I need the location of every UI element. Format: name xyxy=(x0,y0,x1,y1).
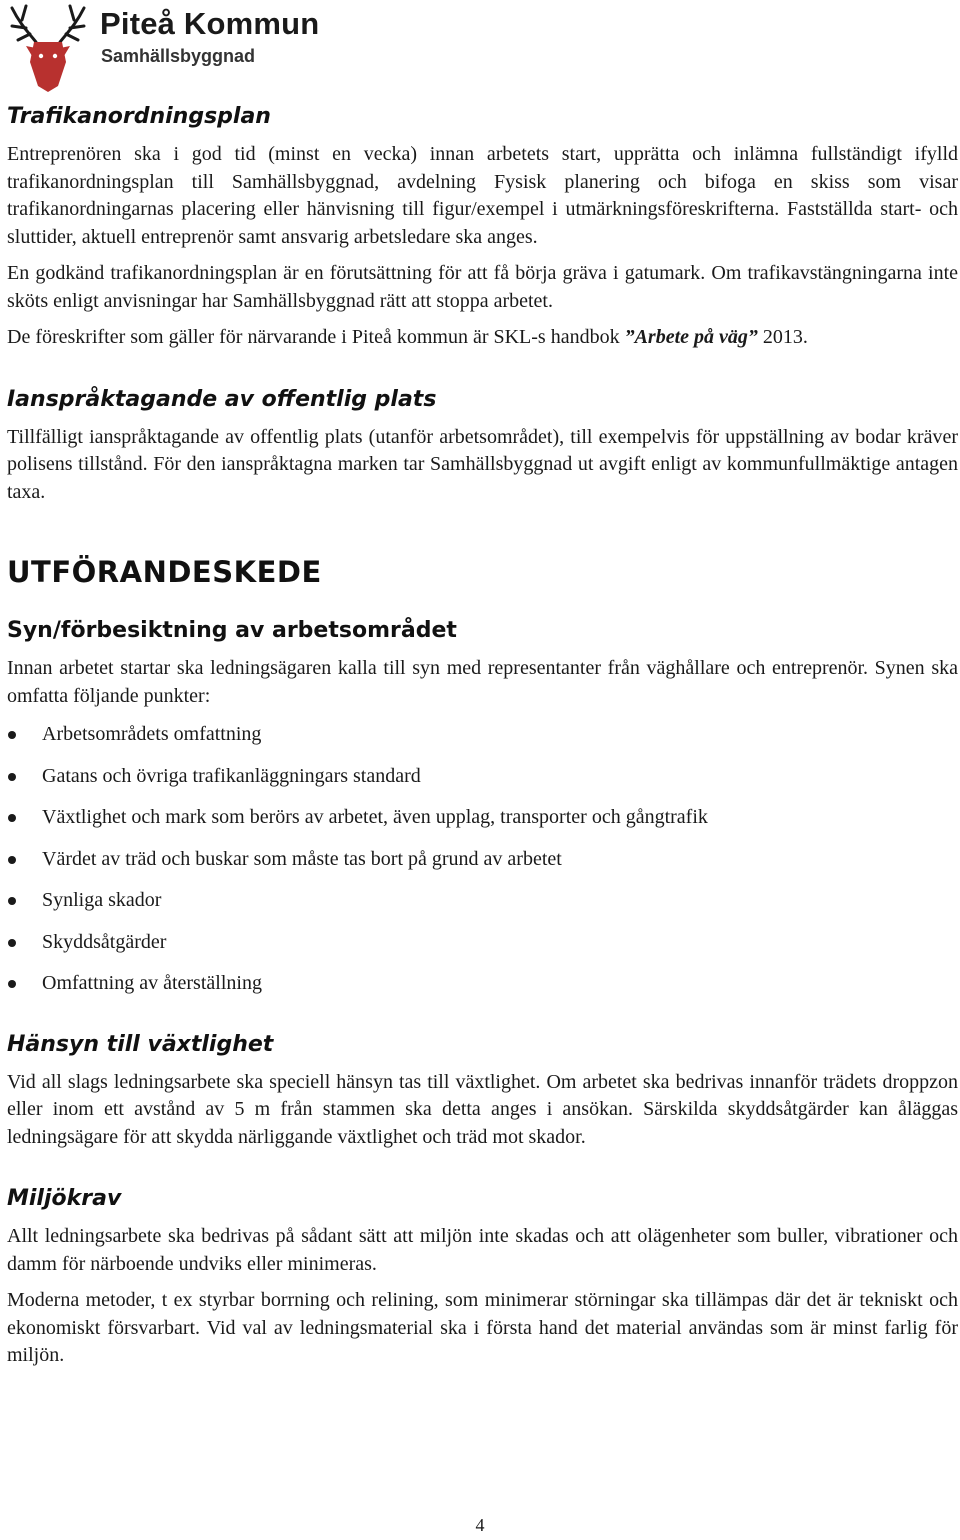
bullet-icon xyxy=(8,856,16,864)
bullet-icon xyxy=(8,773,16,781)
list-item-text: Arbetsområdets omfattning xyxy=(42,723,262,745)
list-item-text: Synliga skador xyxy=(42,889,162,911)
paragraph: En godkänd trafikanordningsplan är en förutsättning för att få börja gräva i gatumark. Om trafikavstängningarna inte sköts enligt anvisningar har Samhällsbyggnad rätt att stoppa arbetet. xyxy=(7,262,958,312)
heading-miljokrav: Miljökrav xyxy=(7,1186,122,1211)
heading-syn: Syn/förbesiktning av arbetsområdet xyxy=(7,618,457,643)
brand-subtitle: Samhällsbyggnad xyxy=(101,46,256,66)
list-item xyxy=(7,763,958,805)
handbook-title: ”Arbete på väg” xyxy=(624,326,758,348)
bullet-icon xyxy=(8,731,16,739)
header xyxy=(6,2,346,94)
list-item-text: Värdet av träd och buskar som måste tas bort på grund av arbetet xyxy=(42,847,562,870)
bullet-icon xyxy=(8,939,16,947)
bullet-icon xyxy=(8,814,16,822)
list-item-text: Växtlighet och mark som berörs av arbetet, även upplag, transporter och gångtrafik xyxy=(42,806,708,828)
text-run: 2013. xyxy=(757,326,808,348)
list-item xyxy=(7,929,958,971)
paragraph xyxy=(7,324,958,352)
list-item xyxy=(7,804,958,846)
list-item xyxy=(7,887,958,929)
paragraph: Innan arbetet startar ska ledningsägaren kalla till syn med representanter från väghållare och entreprenör. Synen ska omfatta följande punkter: xyxy=(7,657,958,707)
paragraph: Entreprenören ska i god tid (minst en vecka) innan arbetets start, upprätta och inlämna fullständigt ifylld trafikanordningsplan till Samhällsbyggnad, avdelning Fysisk planering och bifoga en skiss som visar trafikanordningarnas placering eller hänvisning till figur/exempel i utmärkningsföreskrifterna. Fastställda start- och sluttider, aktuell entreprenör samt ansvarig arbetsledare ska anges. xyxy=(7,143,958,248)
list-item-text: Omfattning av återställning xyxy=(42,972,262,994)
heading-utforandeskede: UTFÖRANDESKEDE xyxy=(7,555,322,589)
paragraph: Vid all slags ledningsarbete ska speciell hänsyn tas till växtlighet. Om arbetet ska bedrivas innanför trädets droppzon eller inom ett avstånd av 5 m från stammen ska detta anges i ansökan. Särskilda skyddsåtgärder kan åläggas ledningsägare för att skydda närliggande växtlighet och träd mot skador. xyxy=(7,1070,958,1148)
brand-name: Piteå Kommun xyxy=(100,6,320,41)
list-item xyxy=(7,970,958,1012)
text-run: De föreskrifter som gäller för närvarande i Piteå kommun är SKL-s handbok xyxy=(7,326,625,348)
heading-hansyn: Hänsyn till växtlighet xyxy=(7,1031,274,1057)
reindeer-head-icon xyxy=(6,2,90,94)
paragraph: Moderna metoder, t ex styrbar borrning och relining, som minimerar störningar ska tillämpas där det är tekniskt och ekonomiskt försvarbart. Vid val av ledningsmaterial ska i första hand det material användas som är minst farlig för miljön. xyxy=(7,1289,958,1366)
inspection-list xyxy=(7,721,958,1012)
paragraph: Tillfälligt ianspråktagande av offentlig plats (utanför arbetsområdet), till exempelvis för uppställning av bodar kräver polisens tillstånd. För den ianspråktagna marken tar Samhällsbyggnad ut avgift enligt av kommunfullmäktige antagen taxa. xyxy=(7,425,958,503)
bullet-icon xyxy=(8,897,16,905)
paragraph: Allt ledningsarbete ska bedrivas på sådant sätt att miljön inte skadas och att olägenheter som buller, vibrationer och damm för närboende undviks eller minimeras. xyxy=(7,1225,958,1275)
list-item xyxy=(7,846,958,888)
list-item xyxy=(7,721,958,763)
heading-ianspraktagande: Ianspråktagande av offentlig plats xyxy=(7,386,437,412)
list-item-text: Skyddsåtgärder xyxy=(42,930,167,953)
list-item-text: Gatans och övriga trafikanläggningars standard xyxy=(42,764,421,787)
heading-trafikanordningsplan: Trafikanordningsplan xyxy=(7,104,271,129)
page-number: 4 xyxy=(475,1515,485,1535)
document-body xyxy=(7,96,958,1370)
bullet-icon xyxy=(8,980,16,988)
